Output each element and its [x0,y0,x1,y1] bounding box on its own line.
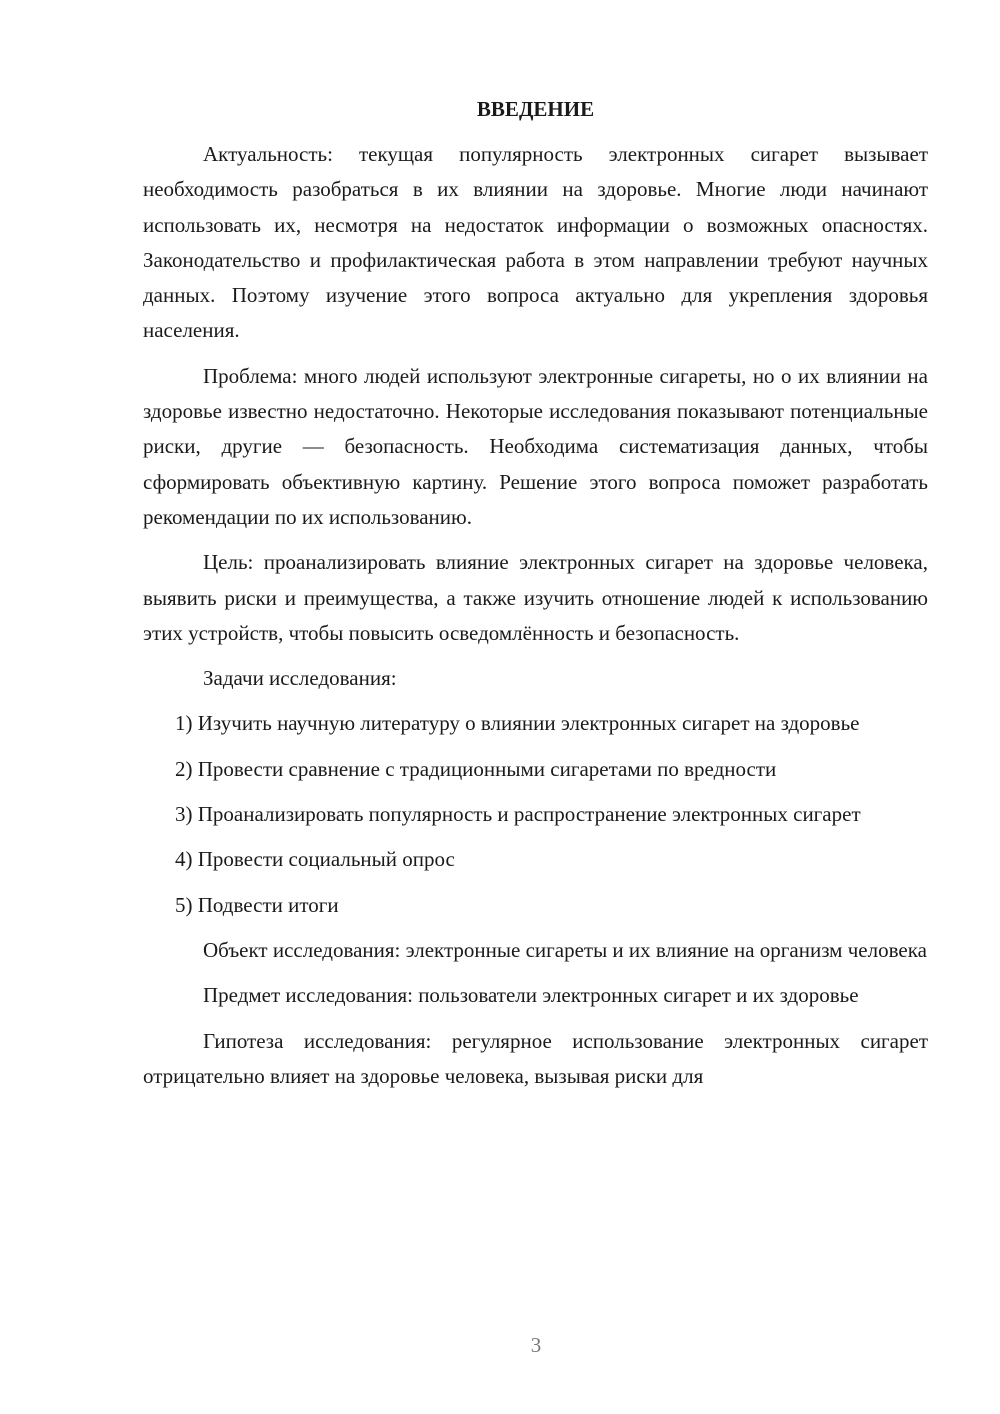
document-page [143,92,928,1104]
paragraph-relevance: Актуальность: текущая популярность электронных сигарет вызывает необходимость разобраться в их влиянии на здоровье. Многие люди начинают использовать их, несмотря на недостаток информации о возможных опасностях. Законодательство и профилактическая работа в этом направлении требуют научных данных. Поэтому изучение этого вопроса актуально для укрепления здоровья населения. [143,142,928,343]
section-title: ВВЕДЕНИЕ [476,97,595,121]
paragraph-problem: Проблема: много людей используют электронные сигареты, но о их влиянии на здоровье известно недостаточно. Некоторые исследования показывают потенциальные риски, другие — безопасность. Необходима систематизация данных, чтобы сформировать объективную картину. Решение этого вопроса поможет разработать рекомендации по их использованию. [143,363,928,529]
paragraph-hypothesis: Гипотеза исследования: регулярное использование электронных сигарет отрицательно влияет на здоровье человека, вызывая риски для [143,1028,928,1088]
page-number: 3 [530,1333,542,1357]
task-item: 1) Изучить научную литературу о влиянии электронных сигарет на здоровье [175,711,860,736]
paragraph-object: Объект исследования: электронные сигареты и их влияние на организм человека [203,937,927,962]
paragraph-goal: Цель: проанализировать влияние электронных сигарет на здоровье человека, выявить риски и преимущества, а также изучить отношение людей к использованию этих устройств, чтобы повысить осведомлённость и безопасность. [143,550,928,645]
task-item: 2) Провести сравнение с традиционными сигаретами по вредности [175,756,777,781]
task-item: 5) Подвести итоги [175,892,339,917]
tasks-heading: Задачи исследования: [203,666,397,691]
task-item: 4) Провести социальный опрос [175,847,455,872]
task-item: 3) Проанализировать популярность и распространение электронных сигарет [175,802,861,827]
paragraph-subject: Предмет исследования: пользователи электронных сигарет и их здоровье [203,983,859,1008]
